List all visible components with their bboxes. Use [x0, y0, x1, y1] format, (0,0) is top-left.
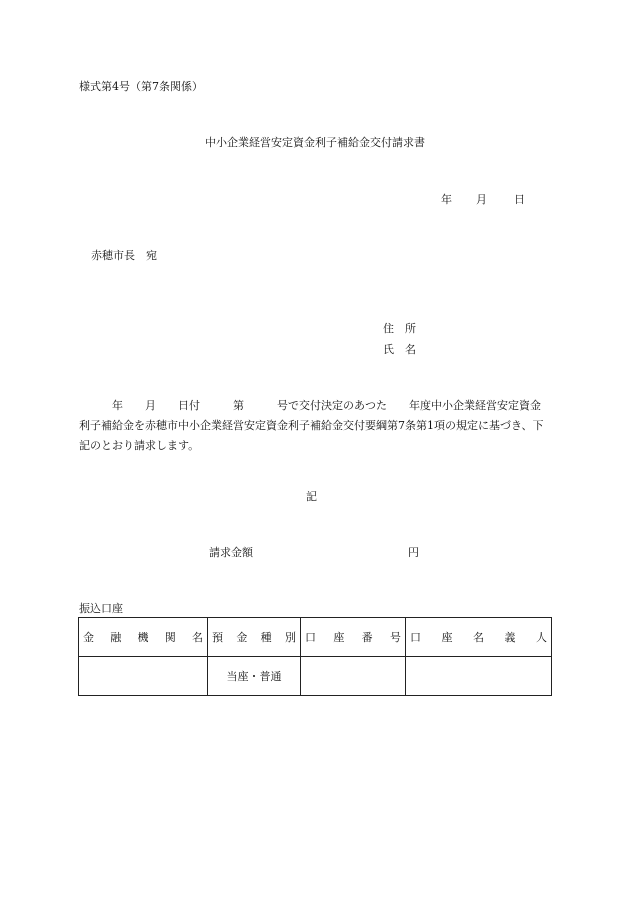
request-amount-unit: 円	[408, 546, 419, 559]
cell-account-number[interactable]	[301, 657, 406, 696]
addressee: 赤穂市長 宛	[91, 249, 157, 262]
applicant-address-label: 住 所	[383, 322, 416, 335]
header-deposit-type: 預 金 種 別	[208, 618, 301, 657]
cell-deposit-type[interactable]: 当座・普通	[208, 657, 301, 696]
date-year-label: 年	[441, 193, 452, 206]
header-bank-name: 金 融 機 関 名	[79, 618, 208, 657]
date-line	[441, 193, 525, 207]
header-account-holder: 口 座 名 義 人	[406, 618, 552, 657]
table-row	[79, 657, 552, 696]
date-day-label: 日	[514, 193, 525, 206]
request-body-text: 年 月 日付 第 号で交付決定のあつた 年度中小企業経営安定資金利子補給金を赤穂市中小企業経営安定資金利子補給金交付要綱第7条第1項の規定に基づき、下記のとおり請求します。	[79, 399, 544, 452]
applicant-name-label: 氏 名	[383, 343, 416, 356]
form-number: 様式第4号（第7条関係）	[79, 80, 203, 93]
document-title: 中小企業経営安定資金利子補給金交付請求書	[205, 136, 425, 149]
transfer-account-label: 振込口座	[79, 602, 123, 615]
transfer-account-table	[78, 617, 552, 696]
table-header-row	[79, 618, 552, 657]
cell-bank-name[interactable]	[79, 657, 208, 696]
ki-heading: 記	[306, 490, 317, 503]
request-amount-label: 請求金額	[209, 546, 253, 559]
cell-account-holder[interactable]	[406, 657, 552, 696]
date-month-label: 月	[476, 193, 487, 206]
header-account-number: 口 座 番 号	[301, 618, 406, 657]
